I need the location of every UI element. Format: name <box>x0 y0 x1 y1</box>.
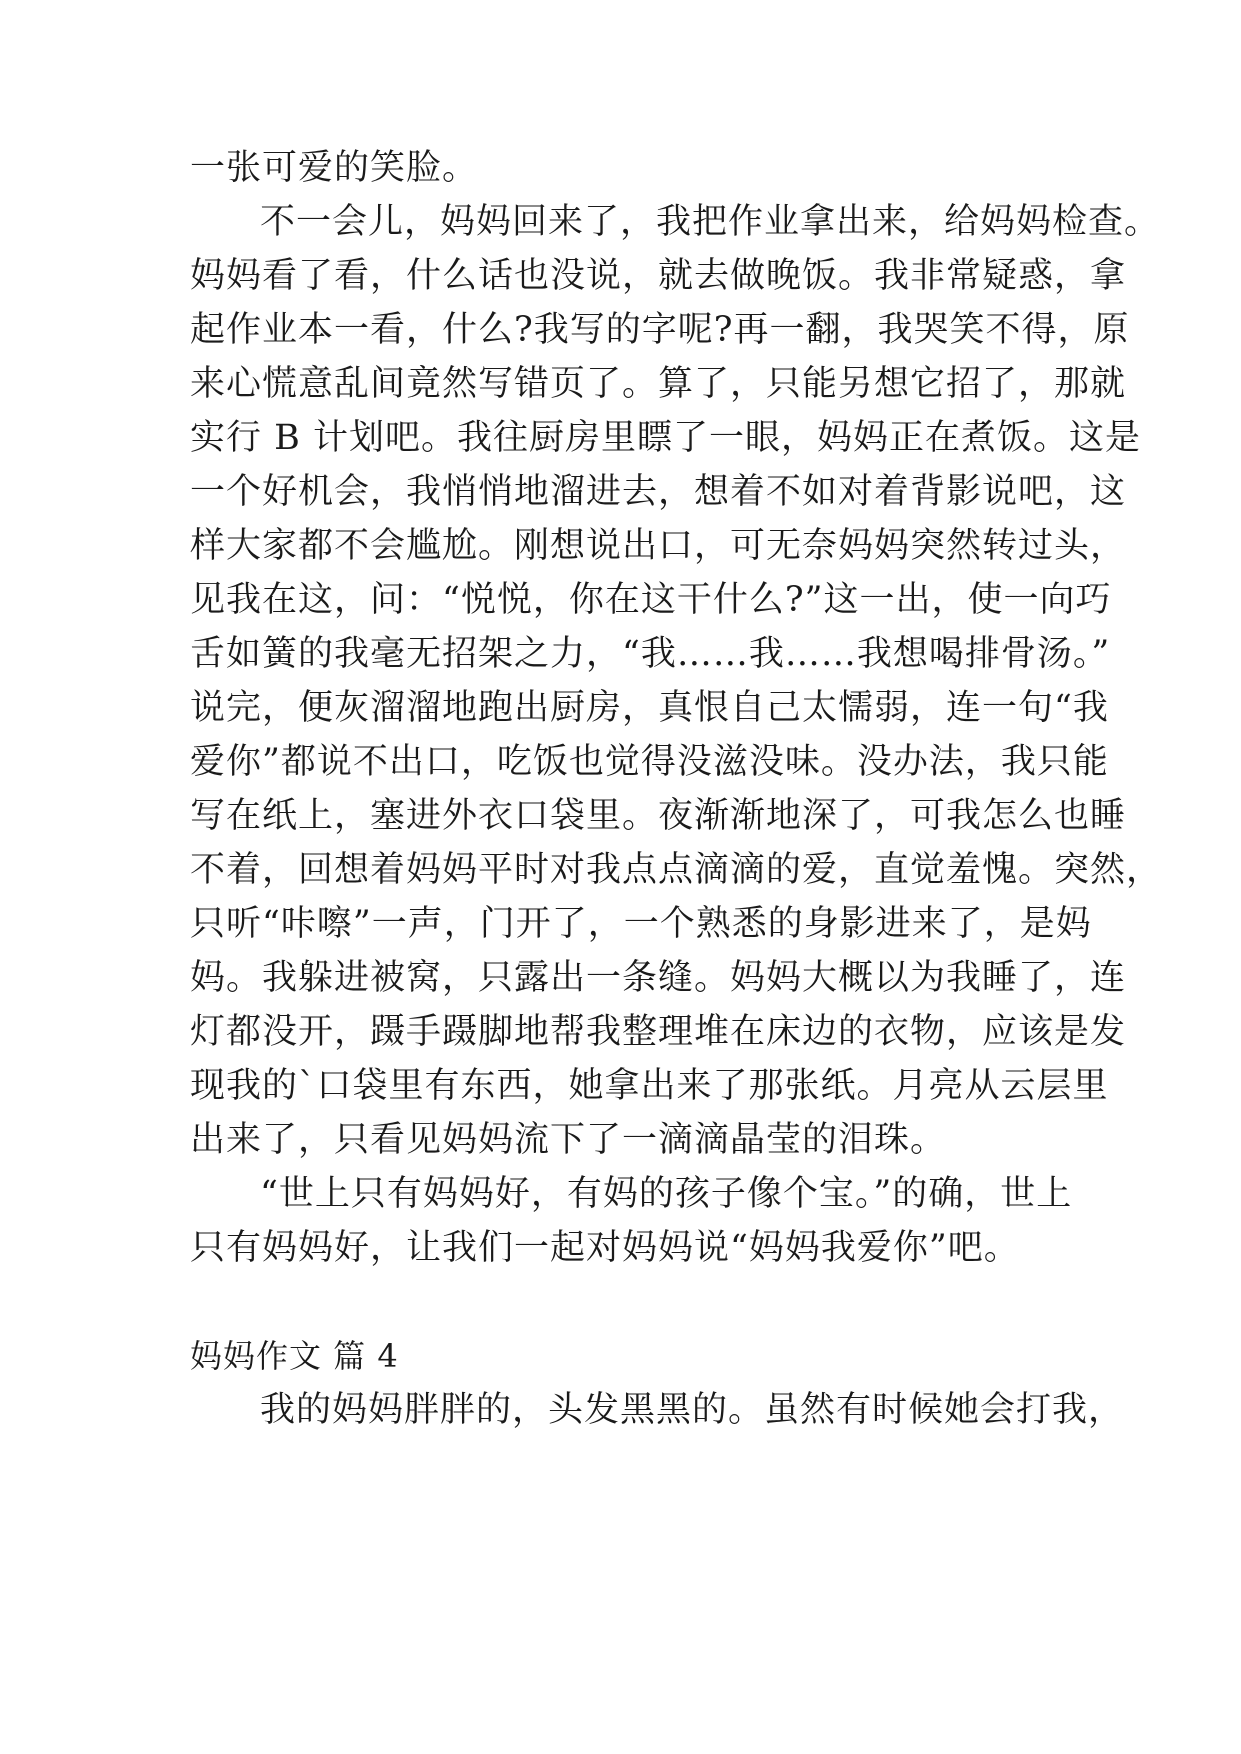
text-line: 妈。我躲进被窝，只露出一条缝。妈妈大概以为我睡了，连 <box>190 958 1127 998</box>
text-line: 写在纸上，塞进外衣口袋里。夜渐渐地深了，可我怎么也睡 <box>190 796 1127 836</box>
text-line: 不着，回想着妈妈平时对我点点滴滴的爱，直觉羞愧。突然， <box>190 850 1163 890</box>
text-line: 来心慌意乱间竟然写错页了。算了，只能另想它招了，那就 <box>190 364 1127 404</box>
text-line: 一张可爱的笑脸。 <box>190 148 479 188</box>
text-line: 灯都没开，蹑手蹑脚地帮我整理堆在床边的衣物，应该是发 <box>190 1012 1127 1052</box>
text-line: 我的妈妈胖胖的，头发黑黑的。虽然有时候她会打我， <box>260 1390 1125 1430</box>
text-line: 现我的`口袋里有东西，她拿出来了那张纸。月亮从云层里 <box>190 1066 1109 1106</box>
text-line: 起作业本一看，什么?我写的字呢?再一翻，我哭笑不得，原 <box>190 310 1130 350</box>
text-line: 说完，便灰溜溜地跑出厨房，真恨自己太懦弱，连一句“我 <box>190 688 1109 728</box>
text-line: 只有妈妈好，让我们一起对妈妈说“妈妈我爱你”吧。 <box>190 1228 1020 1268</box>
text-line: 出来了，只看见妈妈流下了一滴滴晶莹的泪珠。 <box>190 1120 947 1160</box>
text-line: 不一会儿，妈妈回来了，我把作业拿出来，给妈妈检查。 <box>260 202 1161 242</box>
text-line: 样大家都不会尴尬。刚想说出口，可无奈妈妈突然转过头， <box>190 526 1127 566</box>
text-line: 只听“咔嚓”一声，门开了，一个熟悉的身影进来了，是妈 <box>190 904 1092 944</box>
text-line: 一个好机会，我悄悄地溜进去，想着不如对着背影说吧，这 <box>190 472 1127 512</box>
text-line: 舌如簧的我毫无招架之力，“我……我……我想喝排骨汤。” <box>190 634 1111 674</box>
text-line: 实行 B 计划吧。我往厨房里瞟了一眼，妈妈正在煮饭。这是 <box>190 418 1141 458</box>
text-line: “世上只有妈妈好，有妈的孩子像个宝。”的确，世上 <box>260 1174 1073 1214</box>
text-line: 爱你”都说不出口，吃饭也觉得没滋没味。没办法，我只能 <box>190 742 1109 782</box>
text-line: 妈妈看了看，什么话也没说，就去做晚饭。我非常疑惑，拿 <box>190 256 1127 296</box>
section-title: 妈妈作文 篇 4 <box>190 1337 399 1375</box>
text-line: 见我在这，问：“悦悦，你在这干什么?”这一出，使一向巧 <box>190 580 1112 620</box>
